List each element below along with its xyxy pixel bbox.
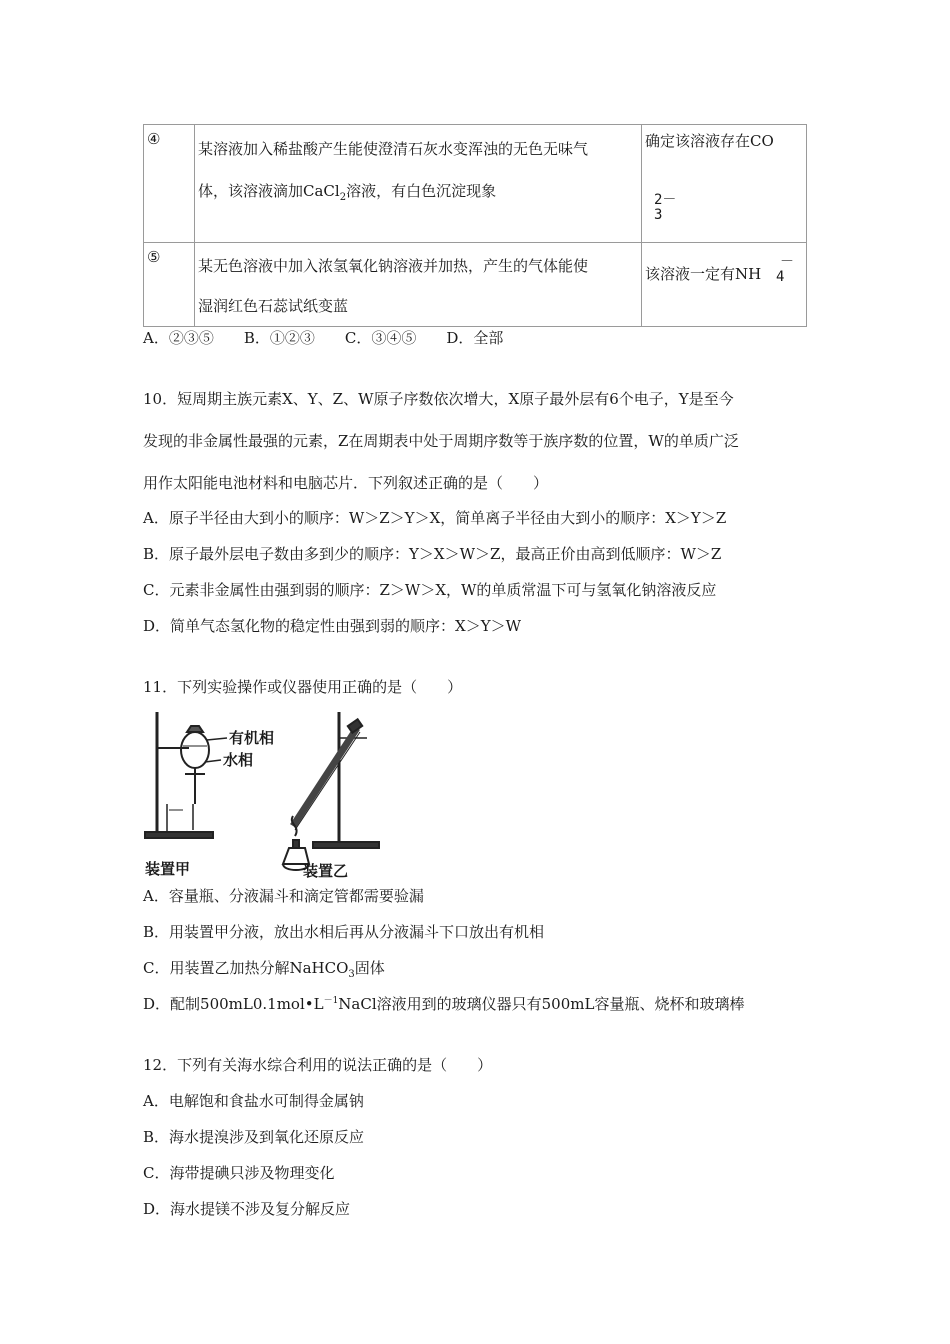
row-number: ④ [147, 130, 161, 148]
q12-option-a: A．电解饱和食盐水可制得金属钠 [143, 1092, 364, 1110]
aqueous-phase-label: 水相 [223, 752, 254, 769]
table-row [144, 125, 807, 243]
apparatus-drawing [143, 708, 393, 880]
q10-option-a: A．原子半径由大到小的顺序：W＞Z＞Y＞X，简单离子半径由大到小的顺序：X＞Y＞Z [143, 509, 727, 527]
q11-option-c: C．用装置乙加热分解NaHCO$_3$固体 [143, 959, 385, 980]
organic-phase-label: 有机相 [229, 730, 275, 747]
device-a-label: 装置甲 [145, 861, 191, 878]
table-row [144, 243, 807, 327]
q10-stem-line3: 用作太阳能电池材料和电脑芯片．下列叙述正确的是（ ） [143, 474, 549, 492]
apparatus-figure [143, 708, 393, 880]
q10-option-c: C．元素非金属性由强到弱的顺序：Z＞W＞X，W的单质常温下可与氢氧化钠溶液反应 [143, 581, 717, 599]
experiment-table [143, 124, 807, 327]
q12-option-c: C．海带提碘只涉及物理变化 [143, 1164, 335, 1182]
q10-stem-line2: 发现的非金属性最强的元素，Z在周期表中处于周期序数等于族序数的位置，W的单质广泛 [143, 432, 739, 450]
q11-option-d: D．配制$500mL0.1mol•L^{-1}NaCl$溶液用到的玻璃仪器只有500mL容量瓶、烧杯和玻璃棒 [143, 995, 745, 1013]
row-conclusion: 确定该溶液存在CO 2－ 3 [642, 125, 807, 243]
q11-stem: 11．下列实验操作或仪器使用正确的是（ ） [143, 678, 463, 696]
q10-option-d: D．简单气态氢化物的稳定性由强到弱的顺序：X＞Y＞W [143, 617, 522, 635]
q12-option-d: D．海水提镁不涉及复分解反应 [143, 1200, 351, 1218]
row-description: 某溶液加入稀盐酸产生能使澄清石灰水变浑浊的无色无味气 体，该溶液滴加CaCl$_2$溶液，有白色沉淀现象 [198, 140, 589, 203]
device-b-label: 装置乙 [303, 863, 349, 880]
row-conclusion: 该溶液一定有NH － 4 [642, 243, 807, 327]
q11-option-b: B．用装置甲分液，放出水相后再从分液漏斗下口放出有机相 [143, 923, 545, 941]
q12-stem: 12．下列有关海水综合利用的说法正确的是（ ） [143, 1056, 493, 1074]
q10-option-b: B．原子最外层电子数由多到少的顺序：Y＞X＞W＞Z，最高正价由高到低顺序：W＞Z [143, 545, 722, 563]
row-number: ⑤ [147, 248, 161, 266]
row-description: 某无色溶液中加入浓氢氧化钠溶液并加热，产生的气体能使 湿润红色石蕊试纸变蓝 [198, 257, 589, 315]
q11-option-a: A．容量瓶、分液漏斗和滴定管都需要验漏 [143, 887, 424, 905]
q9-options: A．②③⑤ B．①②③ C．③④⑤ D．全部 [143, 329, 504, 347]
q10-stem-line1: 10．短周期主族元素X、Y、Z、W原子序数依次增大，X原子最外层有6个电子，Y是至今 [143, 390, 734, 408]
q12-option-b: B．海水提溴涉及到氧化还原反应 [143, 1128, 365, 1146]
